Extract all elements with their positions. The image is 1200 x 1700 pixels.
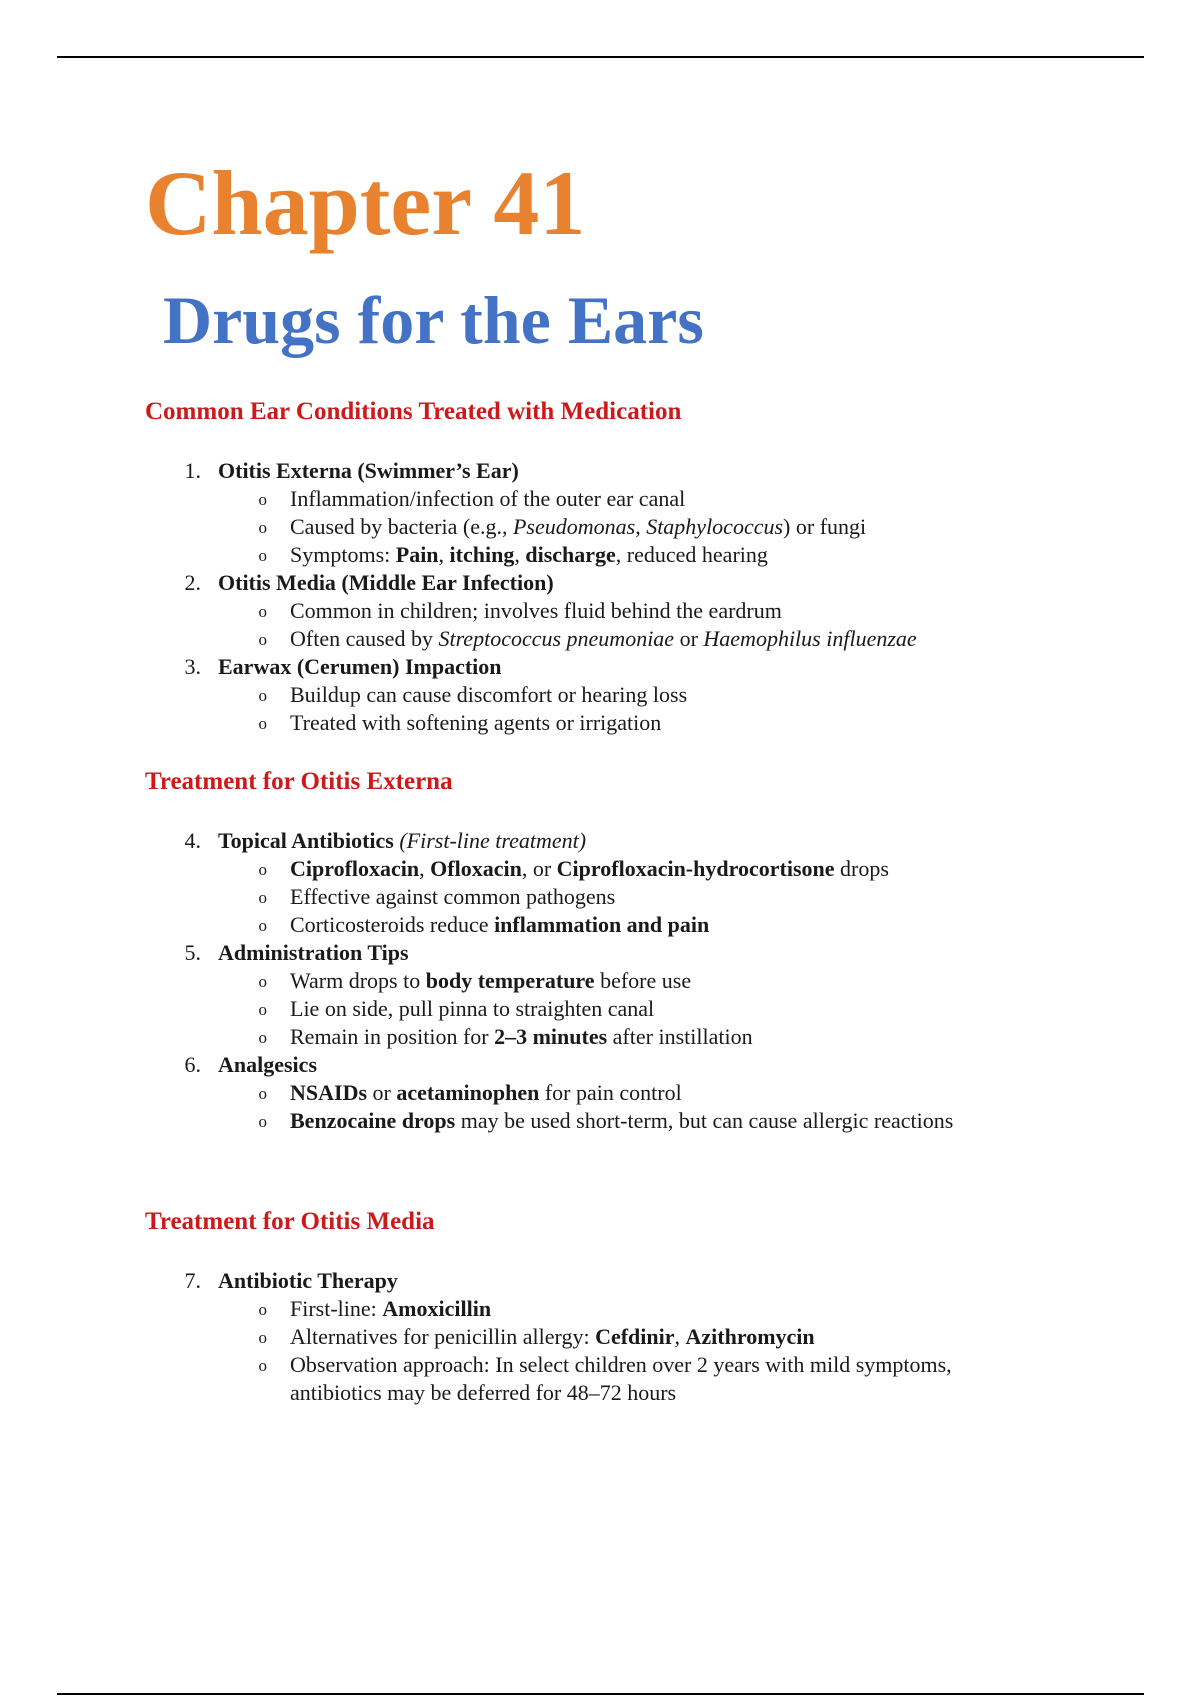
text-run: Azithromycin	[685, 1324, 815, 1349]
bullet-marker: o	[258, 1084, 267, 1103]
text-run: Haemophilus influenzae	[703, 626, 917, 651]
text-run: Ciprofloxacin-hydrocortisone	[556, 856, 835, 881]
text-run: or	[674, 626, 704, 651]
text-run: , or	[521, 856, 557, 881]
sub-item	[218, 967, 1045, 995]
numbered-list	[145, 1267, 1045, 1407]
item-title	[218, 1267, 1045, 1295]
list-item	[145, 1051, 1045, 1135]
text-run: ,	[514, 542, 526, 567]
bullet-marker: o	[258, 714, 267, 733]
text-run: before use	[594, 968, 692, 993]
sub-item	[218, 709, 1045, 737]
bottom-border-line	[57, 1693, 1144, 1695]
text-run: inflammation and pain	[494, 912, 710, 937]
text-run: Caused by bacteria (e.g.,	[290, 514, 513, 539]
bullet-marker: o	[258, 630, 267, 649]
item-number: 1.	[184, 458, 201, 483]
bullet-marker: o	[258, 860, 267, 879]
sub-item	[218, 485, 1045, 513]
text-run: itching	[449, 542, 515, 567]
item-number: 2.	[184, 570, 201, 595]
bullet-marker: o	[258, 1000, 267, 1019]
bullet-marker: o	[258, 972, 267, 991]
text-run: , reduced hearing	[615, 542, 768, 567]
item-title-text: Antibiotic Therapy	[218, 1268, 398, 1293]
item-number: 3.	[184, 654, 201, 679]
sub-list	[218, 597, 1045, 653]
bullet-marker: o	[258, 916, 267, 935]
text-run: ,	[674, 1324, 686, 1349]
document-page	[145, 148, 1045, 1407]
sub-item	[218, 1323, 1045, 1351]
text-run: NSAIDs	[290, 1080, 368, 1105]
text-run: Common in children; involves fluid behind the eardrum	[290, 598, 782, 623]
sub-item	[218, 681, 1045, 709]
sub-item	[218, 855, 1045, 883]
bullet-marker: o	[258, 1112, 267, 1131]
item-title-text: Otitis Media (Middle Ear Infection)	[218, 570, 554, 595]
text-run: for pain control	[539, 1080, 682, 1105]
numbered-list	[145, 827, 1045, 1135]
item-title-text: Analgesics	[218, 1052, 317, 1077]
item-number: 7.	[184, 1268, 201, 1293]
sub-list	[218, 681, 1045, 737]
section-otitis-media-treatment	[145, 1207, 1045, 1407]
bullet-marker: o	[258, 686, 267, 705]
sub-item	[218, 911, 1045, 939]
item-number: 6.	[184, 1052, 201, 1077]
item-title	[218, 457, 1045, 485]
bullet-marker: o	[258, 1328, 267, 1347]
item-title	[218, 569, 1045, 597]
list-item	[145, 569, 1045, 653]
text-run: acetaminophen	[396, 1080, 540, 1105]
section-heading: Treatment for Otitis Media	[145, 1208, 435, 1235]
text-run: Warm drops to	[290, 968, 426, 993]
text-run: Amoxicillin	[382, 1296, 492, 1321]
text-run: drops	[834, 856, 889, 881]
sub-item	[218, 625, 1045, 653]
text-run: ,	[635, 514, 647, 539]
sub-item	[218, 1295, 1045, 1323]
text-run: Ofloxacin	[430, 856, 522, 881]
text-run: Lie on side, pull pinna to straighten canal	[290, 996, 655, 1021]
top-border-line	[57, 56, 1144, 58]
item-title	[218, 1051, 1045, 1079]
bullet-marker: o	[258, 546, 267, 565]
text-run: body temperature	[425, 968, 595, 993]
sub-item	[218, 995, 1045, 1023]
text-run: Buildup can cause discomfort or hearing loss	[290, 682, 688, 707]
text-run: Corticosteroids reduce	[290, 912, 495, 937]
item-note: (First-line treatment)	[399, 828, 587, 853]
sub-item	[218, 541, 1045, 569]
text-run: First-line:	[290, 1296, 383, 1321]
item-number: 4.	[184, 828, 201, 853]
sub-item	[218, 1023, 1045, 1051]
text-run: after instillation	[607, 1024, 753, 1049]
numbered-list	[145, 457, 1045, 737]
text-run: may be used short-term, but can cause allergic reactions	[455, 1108, 954, 1133]
item-title-text: Earwax (Cerumen) Impaction	[218, 654, 502, 679]
item-title	[218, 827, 1045, 855]
item-title	[218, 939, 1045, 967]
text-run: Treated with softening agents or irrigation	[290, 710, 662, 735]
text-run: ,	[419, 856, 431, 881]
item-title-text: Administration Tips	[218, 940, 409, 965]
list-item	[145, 939, 1045, 1051]
section-heading: Treatment for Otitis Externa	[145, 768, 453, 795]
sub-item	[218, 597, 1045, 625]
bullet-marker: o	[258, 518, 267, 537]
chapter-subtitle: Drugs for the Ears	[163, 282, 704, 358]
text-run: Symptoms:	[290, 542, 396, 567]
text-run: Alternatives for penicillin allergy:	[290, 1324, 596, 1349]
sub-list	[218, 967, 1045, 1051]
item-number: 5.	[184, 940, 201, 965]
bullet-marker: o	[258, 1356, 267, 1375]
item-title-text: Otitis Externa (Swimmer’s Ear)	[218, 458, 519, 483]
sub-list	[218, 485, 1045, 569]
text-run: Inflammation/infection of the outer ear canal	[290, 486, 686, 511]
text-run: discharge	[525, 542, 616, 567]
text-run: ,	[438, 542, 450, 567]
item-title-text: Topical Antibiotics	[218, 828, 394, 853]
text-run: Cefdinir	[595, 1324, 675, 1349]
bullet-marker: o	[258, 888, 267, 907]
text-run: Ciprofloxacin	[290, 856, 420, 881]
sub-list	[218, 1295, 1045, 1407]
section-common-ear-conditions	[145, 397, 1045, 737]
section-otitis-externa-treatment	[145, 767, 1045, 1135]
text-run: Remain in position for	[290, 1024, 495, 1049]
text-run: Often caused by	[290, 626, 439, 651]
item-title	[218, 653, 1045, 681]
text-run: 2–3 minutes	[494, 1024, 608, 1049]
text-run: Benzocaine drops	[290, 1108, 456, 1133]
bullet-marker: o	[258, 602, 267, 621]
text-run: Staphylococcus	[646, 514, 784, 539]
sub-item	[218, 883, 1045, 911]
sub-item	[218, 1079, 1045, 1107]
text-run: Effective against common pathogens	[290, 884, 616, 909]
bullet-marker: o	[258, 490, 267, 509]
bullet-marker: o	[258, 1300, 267, 1319]
sub-list	[218, 1079, 1045, 1135]
sub-item	[218, 513, 1045, 541]
text-run: Observation approach: In select children over 2 years with mild symptoms, antibiotics may be deferred for 48–72 hours	[290, 1352, 952, 1405]
text-run: Pseudomonas	[512, 514, 636, 539]
chapter-title: Chapter 41	[145, 152, 586, 254]
sub-list	[218, 855, 1045, 939]
list-item	[145, 457, 1045, 569]
sub-item	[218, 1351, 1045, 1407]
text-run: or	[367, 1080, 397, 1105]
list-item	[145, 827, 1045, 939]
list-item	[145, 653, 1045, 737]
sub-item	[218, 1107, 1045, 1135]
section-heading: Common Ear Conditions Treated with Medication	[145, 398, 682, 425]
text-run: ) or fungi	[783, 514, 867, 539]
text-run: Streptococcus pneumoniae	[438, 626, 675, 651]
bullet-marker: o	[258, 1028, 267, 1047]
list-item	[145, 1267, 1045, 1407]
text-run: Pain	[395, 542, 439, 567]
